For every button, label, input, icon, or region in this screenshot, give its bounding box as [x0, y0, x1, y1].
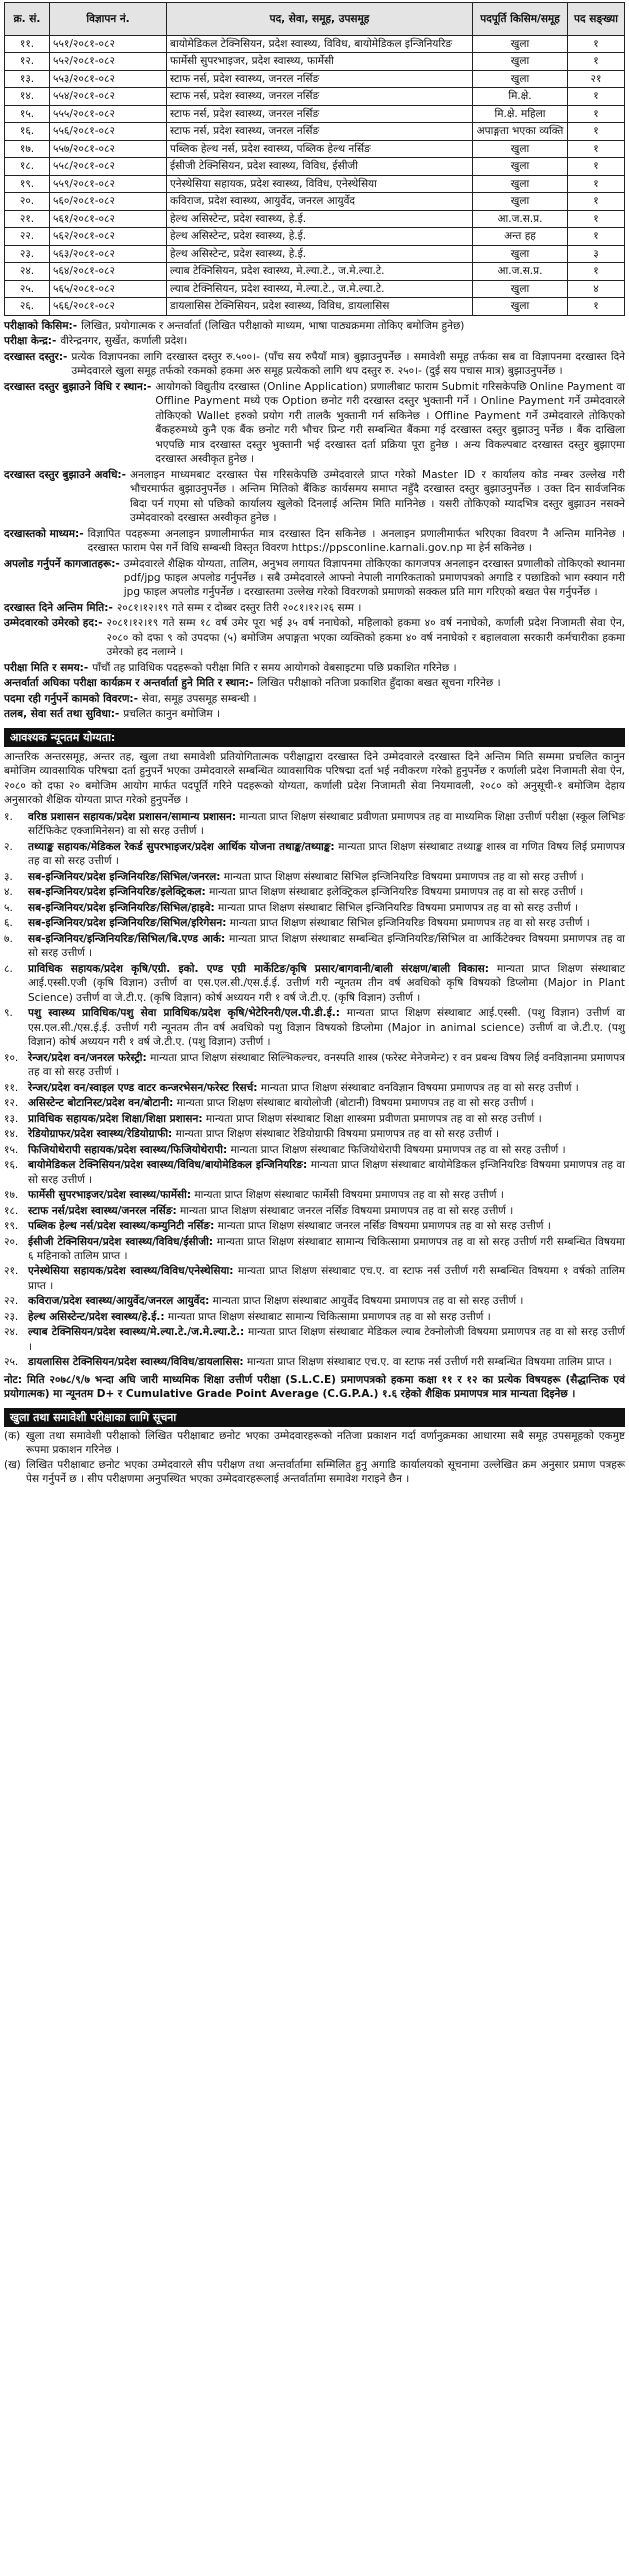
note-item	[4, 1458, 625, 1487]
cell-type: खुला	[473, 193, 568, 210]
qualification-title: रेडियोग्राफर/प्रदेश स्वास्थ्य/रेडियोग्राफी:	[28, 1128, 173, 1141]
qualification-item	[4, 1219, 625, 1233]
col-count: पद सङ्ख्या	[568, 3, 625, 36]
qualification-number: १७.	[4, 1189, 19, 1202]
qualification-text: मान्यता प्राप्त शिक्षण संस्थाबाट सामान्य चिकित्सामा प्रमाणपत्र तह वा सो सरह उत्तीर्ण गरी सम्बन्धित विषयमा ६ महिनाको तालिम प्राप्त ।	[28, 1235, 625, 1262]
cell-type: खुला	[473, 140, 568, 157]
info-label: दरखास्त दस्तुर:-	[4, 350, 68, 363]
table-row	[5, 105, 625, 122]
qualification-number: २०.	[4, 1235, 19, 1248]
cell-ad-no: ५५७/२०८१-०८२	[50, 140, 167, 157]
cell-sn: १८.	[5, 158, 50, 175]
qualification-number: २१.	[4, 1265, 19, 1278]
qualification-item	[4, 1294, 625, 1308]
qualification-number: ११.	[4, 1081, 19, 1094]
info-row	[4, 707, 625, 721]
qualification-number: १२.	[4, 1097, 19, 1110]
cell-type: खुला	[473, 36, 568, 53]
info-row	[4, 527, 625, 556]
qualification-body	[28, 840, 625, 869]
qualification-number: ७.	[4, 932, 13, 945]
table-row	[5, 263, 625, 280]
qualification-item	[4, 962, 625, 1005]
cell-count: १	[568, 53, 625, 70]
cell-count: १	[568, 105, 625, 122]
cell-post: स्टाफ नर्स, प्रदेश स्वास्थ्य, जनरल नर्सिङ	[167, 70, 473, 87]
info-text: लिखित, प्रयोगात्मक र अन्तर्वार्ता (लिखित परीक्षाको माध्यम, भाषा पाठ्यक्रममा तोकिए बमोजिम हुनेछ)	[81, 319, 465, 332]
qualification-title: तथ्याङ्क सहायक/मेडिकल रेकर्ड सुपरभाइजर/प्रदेश आर्थिक योजना तथाङ्क/तथ्याङ्क:	[28, 840, 335, 853]
notes-section-title: खुला तथा समावेशी परीक्षाका लागि सूचना	[4, 1408, 625, 1427]
info-row	[4, 319, 625, 333]
cell-post: हेल्थ असिस्टेन्ट, प्रदेश स्वास्थ्य, हे.ई.	[167, 228, 473, 245]
col-type: पदपूर्ति किसिम/समूह	[473, 3, 568, 36]
qualification-item	[4, 1188, 625, 1202]
cell-ad-no: ५५१/२०८१-०८२	[50, 36, 167, 53]
qualification-body	[28, 1310, 625, 1324]
cell-type: आ.ज.स.प्र.	[473, 210, 568, 227]
cell-type: मि.क्षे.	[473, 88, 568, 105]
qualification-text: मान्यता प्राप्त शिक्षण संस्थाबाट मेडिकल ल्याब टेक्नोलोजी विषयमा प्रमाणपत्र तह वा सो सरह उत्तीर्ण ।	[28, 1326, 625, 1353]
cell-post: हेल्थ असिस्टेन्ट, प्रदेश स्वास्थ्य, हे.ई.	[167, 210, 473, 227]
cell-count: १	[568, 228, 625, 245]
qualification-body	[28, 1235, 625, 1264]
qualification-body	[28, 901, 625, 915]
qualification-body	[28, 932, 625, 961]
info-label: दरखास्त दस्तुर बुझाउने अवधि:-	[4, 468, 126, 481]
info-row	[4, 350, 625, 379]
table-row	[5, 193, 625, 210]
qualification-item	[4, 1112, 625, 1126]
info-row	[4, 380, 625, 467]
qualification-number: २४.	[4, 1326, 19, 1339]
qualification-body	[28, 870, 625, 884]
qualification-item	[4, 1355, 625, 1369]
qualification-title: असिस्टेन्ट बोटानिस्ट/प्रदेश वन/बोटानी:	[28, 1097, 174, 1110]
info-text: सेवा, समूह उपसमूह सम्बन्धी ।	[141, 692, 257, 705]
cell-ad-no: ५५५/२०८१-०८२	[50, 105, 167, 122]
qualification-text: मान्यता प्राप्त शिक्षण संस्थाबाट सिल्भिकल्चर, वनस्पति शास्त्र (फरेस्ट मेनेजमेन्ट) र वन प्रबन्ध विषय लिई वनविज्ञानमा प्रमाणपत्र तह वा सो सरह उत्तीर्ण ।	[28, 1051, 626, 1079]
note-text: लिखित परीक्षाबाट छनोट भएका उम्मेदवारले सीप परीक्षण तथा अन्तर्वार्तामा सम्मिलित हुनु अगाडि कार्यालयको सूचनामा उल्लेखित क्रम अनुसार प्रमाण पत्रहरू पेस गर्नुपर्ने छ । सीप परीक्षणमा अनुपस्थित भएका उम्मेदवारहरूलाई अन्तर्वार्तामा समावेश गराइने छैन ।	[26, 1458, 625, 1486]
cell-type: खुला	[473, 175, 568, 192]
qualification-title: प्राविधिक सहायक/प्रदेश कृषि/एग्री. इको. एण्ड एग्री मार्केटिङ/कृषि प्रसार/बागवानी/बाली संरक्षण/बाली विकास:	[28, 962, 489, 975]
cell-post: ल्याब टेक्निसियन, प्रदेश स्वास्थ्य, मे.ल्या.टे., ज.मे.ल्या.टे.	[167, 263, 473, 280]
info-text: वीरेन्द्रनगर, सुर्खेत, कर्णाली प्रदेश।	[60, 335, 188, 348]
qualification-body	[28, 885, 625, 899]
cell-sn: ११.	[5, 36, 50, 53]
qualification-body	[28, 1204, 625, 1218]
cell-ad-no: ५६५/२०८१-०८२	[50, 280, 167, 297]
info-row	[4, 676, 625, 690]
cell-ad-no: ५५९/२०८१-०८२	[50, 175, 167, 192]
info-row	[4, 468, 625, 526]
qualification-title: सब-इन्जिनियर/इन्जिनियरिङ/सिभिल/बि.एण्ड आर्क:	[28, 932, 226, 945]
cell-post: ल्याब टेक्निसियन, प्रदेश स्वास्थ्य, मे.ल्या.टे., ज.मे.ल्या.टे.	[167, 280, 473, 297]
qualification-number: ८.	[4, 962, 13, 975]
qualification-title: सब-इन्जिनियर/प्रदेश इन्जिनियरिङ/सिभिल/जनरल:	[28, 870, 221, 883]
cell-type: अपाङ्गता भएका व्यक्ति	[473, 123, 568, 140]
cell-count: ३	[568, 245, 625, 262]
table-row	[5, 298, 625, 315]
table-row	[5, 140, 625, 157]
table-row	[5, 53, 625, 70]
info-row	[4, 334, 625, 348]
qualification-item	[4, 916, 625, 930]
cell-type: खुला	[473, 298, 568, 315]
cell-sn: २४.	[5, 263, 50, 280]
cell-count: १	[568, 175, 625, 192]
qualification-title: ल्याब टेक्निसियन/प्रदेश स्वास्थ्य/मे.ल्या.टे./ज.मे.ल्या.टे.:	[28, 1326, 245, 1339]
cell-count: १	[568, 123, 625, 140]
qualification-text: मान्यता प्राप्त शिक्षण संस्थाबाट एच.ए. वा स्टाफ नर्स उत्तीर्ण गरी सम्बन्धित विषयमा १ वर्षको तालिम प्राप्त ।	[28, 1265, 625, 1292]
qualification-item	[4, 1127, 625, 1141]
table-row	[5, 210, 625, 227]
table-row	[5, 88, 625, 105]
cell-type: खुला	[473, 53, 568, 70]
qualification-text: मान्यता प्राप्त शिक्षण संस्थाबाट बायोलोजी (बोटानी) विषयमा प्रमाणपत्र तह वा सो सरह उत्तीर्ण ।	[176, 1097, 534, 1110]
cell-post: स्टाफ नर्स, प्रदेश स्वास्थ्य, जनरल नर्सिङ	[167, 123, 473, 140]
qualification-item	[4, 1081, 625, 1095]
cell-type: आ.ज.स.प्र.	[473, 263, 568, 280]
qualification-body	[28, 1264, 625, 1293]
qualification-body	[28, 1355, 625, 1369]
cell-count: १	[568, 36, 625, 53]
qualification-title: सब-इन्जिनियर/प्रदेश इन्जिनियरिङ/इलेक्ट्रिकल:	[28, 886, 206, 899]
qualification-title: फार्मेसी सुपरभाइजर/प्रदेश स्वास्थ्य/फार्मेसी:	[28, 1189, 192, 1202]
qualification-body	[28, 1096, 625, 1110]
info-label: दरखास्तको माध्यम:-	[4, 527, 84, 540]
qualification-title: बायोमेडिकल टेक्निसियन/प्रदेश स्वास्थ्य/विविध/बायोमेडिकल इन्जिनियरिङ:	[28, 1159, 308, 1172]
qualification-number: १८.	[4, 1204, 19, 1217]
info-text: उम्मेदवारले शैक्षिक योग्यता, तालिम, अनुभव लगायत विज्ञापनमा तोकिएका कागजपत्र अनलाइन दरखास्त प्रणालीको तोकिएको स्थानमा pdf/jpg फाइल अपलोड गर्नुपर्नेछ । सबै उम्मेदवारले आफ्नो नेपाली नागरिकताको प्रमाणपत्रको अगाडि र पछाडिको भाग स्क्यान गरी jpg फाइल अपलोड गर्नुपर्नेछ । दरखास्तमा उल्लेख गरेको विवरणको प्रमाणको सक्कल प्रति माग गरिएको बखत पेस गर्नुपर्नेछ ।	[123, 557, 625, 599]
qualification-text: मान्यता प्राप्त शिक्षण संस्थाबाट सिभिल इन्जिनियरिङ विषयमा प्रमाणपत्र तह वा सो सरह उत्तीर्ण ।	[229, 917, 590, 930]
cell-count: ४	[568, 280, 625, 297]
cell-ad-no: ५६१/२०८१-०८२	[50, 210, 167, 227]
info-label: दरखास्त दिने अन्तिम मिति:-	[4, 601, 113, 614]
qualification-title: वरिष्ठ प्रशासन सहायक/प्रदेश प्रशासन/सामान्य प्रशासन:	[28, 810, 237, 823]
table-row	[5, 175, 625, 192]
qualification-title: एनेस्थेसिया सहायक/प्रदेश स्वास्थ्य/विविध/एनेस्थेसिया:	[28, 1265, 234, 1278]
col-ad-no: विज्ञापन नं.	[50, 3, 167, 36]
note-item	[4, 1429, 625, 1458]
cell-count: २१	[568, 70, 625, 87]
notes-list	[4, 1429, 625, 1487]
info-label: अन्तर्वार्ता अघिका परीक्षा कार्यक्रम र अन्तर्वार्ता हुने मिति र स्थान:-	[4, 677, 254, 690]
cell-type: मि.क्षे. महिला	[473, 105, 568, 122]
info-label: परीक्षाको किसिम:-	[4, 319, 78, 332]
qualification-number: ६.	[4, 917, 13, 930]
info-text: २०८१।१२।१९ गते सम्म १८ वर्ष उमेर पूरा भई ३५ वर्ष ननाघेको, महिलाको हकमा ४० वर्ष ननाघेको, कर्णाली प्रदेश निजामती सेवा ऐन, २०८० को दफा ९ को उपदफा (५) बमोजिम अपाङ्गता भएका व्यक्तिको हकमा ४० वर्ष ननाघेको र बहालवाला सरकारी कर्मचारीका हकमा उमेरको हद नलाग्ने ।	[106, 617, 625, 659]
qualification-body	[28, 1112, 625, 1126]
cell-type: खुला	[473, 70, 568, 87]
cell-sn: १७.	[5, 140, 50, 157]
qualification-number: २.	[4, 840, 13, 853]
cell-count: १	[568, 263, 625, 280]
cell-count: १	[568, 158, 625, 175]
qualification-number: ३.	[4, 870, 13, 883]
cell-post: बायोमेडिकल टेक्निसियन, प्रदेश स्वास्थ्य, विविध, बायोमेडिकल इन्जिनियरिङ	[167, 36, 473, 53]
qualification-note: नोट: मिति २०७८/९/७ भन्दा अघि जारी माध्यमिक शिक्षा उत्तीर्ण परीक्षा (S.L.C.E) प्रमाणपत्रको हकमा कक्षा ११ र १२ का प्रत्येक विषयहरू (सैद्धान्तिक एवं प्रयोगात्मक) मा न्यूनतम D+ र Cumulative Grade Point Average (C.G.P.A.) १.६ रहेको शैक्षिक प्रमाणपत्र मात्र मान्यता दिइनेछ ।	[4, 1373, 625, 1401]
cell-type: खुला	[473, 245, 568, 262]
qualification-item	[4, 1310, 625, 1324]
info-text: पाँचौं तह प्राविधिक पदहरूको परीक्षा मिति र समय आयोगको वेबसाइटमा पछि प्रकाशित गरिनेछ ।	[92, 661, 457, 674]
qualification-number: ४.	[4, 886, 13, 899]
qualification-text: मान्यता प्राप्त शिक्षण संस्थाबाट वनविज्ञान विषयमा प्रमाणपत्र तह वा सो सरह उत्तीर्ण ।	[260, 1081, 579, 1094]
info-label: परीक्षा मिति र समय:-	[4, 661, 89, 674]
qualification-body	[28, 1006, 625, 1049]
cell-count: १	[568, 140, 625, 157]
cell-type: खुला	[473, 158, 568, 175]
qualification-body	[28, 1325, 625, 1354]
qualification-body	[28, 810, 625, 839]
table-row	[5, 158, 625, 175]
qualification-item	[4, 840, 625, 869]
qualification-title: कविराज/प्रदेश स्वास्थ्य/आयुर्वेद/जनरल आयुर्वेद:	[28, 1295, 210, 1308]
vacancy-table-header	[5, 3, 625, 36]
cell-count: १	[568, 298, 625, 315]
info-text: आयोगको विद्युतीय दरखास्त (Online Application) प्रणालीबाट फाराम Submit गरिसकेपछि Online Payment वा Offline Payment मध्ये एक Option छनोट गरी दरखास्त दस्तुर भुक्तानी गर्ने । Online Payment गर्ने उम्मेदवारले तोकिएको Wallet हरुको प्रयोग गरी तालकै भुक्तानी गर्न सकिनेछ । Offline Payment गर्ने उम्मेदवारले तोकिएको बैंकहरुमध्ये कुनै एक बैंक छनोट गरी भौचर प्रिन्ट गरी सम्बन्धित बैंकमा गई दरखास्त दस्तुर बुझाउनु पर्नेछ । बैंक दाखिला भएपछि मात्र दरखास्त दस्तुर भुक्तानी भई दरखास्त दर्ता प्रक्रिया पूरा हुनेछ । अन्य विकल्पबाट दरखास्त दस्तुर बुझाएमा दरखास्त अस्वीकृत हुनेछ ।	[155, 380, 625, 466]
qualification-number: १३.	[4, 1112, 19, 1125]
qualification-text: मान्यता प्राप्त शिक्षण संस्थाबाट फिजियोथेरापी विषयमा प्रमाणपत्र तह वा सो सरह उत्तीर्ण ।	[230, 1143, 566, 1156]
info-text: अनलाइन माध्यमबाट दरखास्त पेस गरिसकेपछि उम्मेदवारले प्राप्त गरेको Master ID र कार्यालय कोड नम्बर उल्लेख गरी भौचरमार्फत बुझाउनुपर्नेछ । अन्तिम मितिको बैंकिङ कार्यसमय समाप्त नहुँदै दरखास्त दस्तुर बुझाउनुपर्नेछ । उक्त दिन सार्वजनिक बिदा पर्न गएमा सो पछिको कार्यालय खुलेको दिनलाई अन्तिम मिति मानिनेछ । यसरी तोकिएको म्यादभित्र दस्तुर बुझाउन नसक्ने उम्मेदवारको दरखास्त अस्वीकृत हुनेछ ।	[129, 468, 625, 525]
qualification-number: १९.	[4, 1220, 19, 1233]
cell-ad-no: ५६६/२०८१-०८२	[50, 298, 167, 315]
qualification-item	[4, 885, 625, 899]
cell-sn: १५.	[5, 105, 50, 122]
qualification-text: मान्यता प्राप्त शिक्षण संस्थाबाट एच.ए. वा स्टाफ नर्स उत्तीर्ण गरी सम्बन्धित विषयमा तालिम प्राप्त ।	[246, 1356, 612, 1369]
qualification-item	[4, 1325, 625, 1354]
qualification-number: २३.	[4, 1310, 19, 1323]
cell-ad-no: ५५८/२०८१-०८२	[50, 158, 167, 175]
qualification-title: रेन्जर/प्रदेश वन/जनरल फरेस्ट्री:	[28, 1051, 147, 1064]
cell-sn: २२.	[5, 228, 50, 245]
cell-sn: २३.	[5, 245, 50, 262]
cell-post: कविराज, प्रदेश स्वास्थ्य, आयुर्वेद, जनरल आयुर्वेद	[167, 193, 473, 210]
advertisement-page	[4, 0, 625, 1487]
cell-ad-no: ५५६/२०८१-०८२	[50, 123, 167, 140]
qualification-text: मान्यता प्राप्त शिक्षण संस्थाबाट आयुर्वेद विषयमा प्रमाणपत्र तह वा सो सरह उत्तीर्ण ।	[212, 1295, 524, 1308]
qualification-item	[4, 1096, 625, 1110]
qualification-text: मान्यता प्राप्त शिक्षण संस्थाबाट इलेक्ट्रिकल इन्जिनियरिङ विषयमा प्रमाणपत्र तह वा सो सरह उत्तीर्ण ।	[209, 886, 584, 899]
qualification-number: ५.	[4, 901, 13, 914]
qualification-list	[4, 810, 625, 1370]
cell-sn: १२.	[5, 53, 50, 70]
qualification-item	[4, 1235, 625, 1264]
col-sn: क्र. सं.	[5, 3, 50, 36]
info-text: प्रचलित कानुन बमोजिम ।	[123, 708, 220, 721]
table-row	[5, 123, 625, 140]
exam-info	[4, 319, 625, 722]
qualification-title: डायलासिस टेक्निसियन/प्रदेश स्वास्थ्य/विविध/डायलासिस:	[28, 1356, 244, 1369]
info-label: अपलोड गर्नुपर्ने कागजातहरू:-	[4, 557, 120, 570]
cell-count: १	[568, 193, 625, 210]
qualification-title: पब्लिक हेल्थ नर्स/प्रदेश स्वास्थ्य/कम्युनिटी नर्सिङ:	[28, 1220, 215, 1233]
qualification-body	[28, 916, 625, 930]
qualification-number: १०.	[4, 1051, 19, 1064]
info-row	[4, 616, 625, 659]
qualification-text: मान्यता प्राप्त शिक्षण संस्थाबाट आई.एस्सी.एजी (कृषि विज्ञान) उत्तीर्ण वा एस.एल.सी./एस.ई.ई. उत्तीर्ण गरी न्यूनतम तीन वर्ष अवधिको कृषि विषयको डिप्लोमा (Major in Plant Science) उत्तीर्ण वा जे.टी.ए. (कृषि विज्ञान) कोर्ष अध्ययन गरी १ वर्ष जे.टी.ए. (कृषि विज्ञान) उत्तीर्ण ।	[28, 962, 625, 1004]
info-label: तलब, सेवा सर्त तथा सुविधा:-	[4, 708, 120, 721]
qualification-body	[28, 1051, 625, 1080]
info-text: २०८१।१२।१९ गते सम्म र दोब्बर दस्तुर तिरी २०८१।१२।२६ सम्म ।	[116, 601, 362, 614]
cell-sn: २५.	[5, 280, 50, 297]
cell-ad-no: ५६०/२०८१-०८२	[50, 193, 167, 210]
cell-ad-no: ५५३/२०८१-०८२	[50, 70, 167, 87]
qualification-text: मान्यता प्राप्त शिक्षण संस्थाबाट सिभिल इन्जिनियरिङ विषयमा प्रमाणपत्र तह वा सो सरह उत्तीर्ण ।	[218, 901, 579, 914]
qualification-text: मान्यता प्राप्त शिक्षण संस्थाबाट तथ्याङ्क शास्त्र वा गणित विषय लिई प्रमाणपत्र तह वा सो सरह उत्तीर्ण ।	[28, 840, 625, 868]
qualification-item	[4, 810, 625, 839]
cell-post: ईसीजी टेक्निसियन, प्रदेश स्वास्थ्य, विविध, ईसीजी	[167, 158, 473, 175]
qualification-text: मान्यता प्राप्त शिक्षण संस्थाबाट जनरल नर्सिङ विषयमा प्रमाणपत्र तह वा सो सरह उत्तीर्ण ।	[180, 1204, 514, 1217]
qualification-text: मान्यता प्राप्त शिक्षण संस्थाबाट रेडियोग्राफी विषयमा प्रमाणपत्र तह वा सो सरह उत्तीर्ण ।	[175, 1128, 499, 1141]
qualification-number: २२.	[4, 1295, 19, 1308]
info-text: लिखित परीक्षाको नतिजा प्रकाशित हुँदाका बखत सूचना गरिनेछ ।	[257, 677, 501, 690]
qualification-number: १४.	[4, 1128, 19, 1141]
cell-ad-no: ५६४/२०८१-०८२	[50, 263, 167, 280]
qualification-title: फिजियोथेरापी सहायक/प्रदेश स्वास्थ्य/फिजियोथेरापी:	[28, 1143, 228, 1156]
cell-post: स्टाफ नर्स, प्रदेश स्वास्थ्य, जनरल नर्सिङ	[167, 88, 473, 105]
cell-ad-no: ५५४/२०८१-०८२	[50, 88, 167, 105]
qualification-number: १५.	[4, 1143, 19, 1156]
qualification-text: मान्यता प्राप्त शिक्षण संस्थाबाट सामान्य चिकित्सामा प्रमाणपत्र तह वा सो सरह उत्तीर्ण ।	[167, 1310, 491, 1323]
qualification-text: मान्यता प्राप्त शिक्षण संस्थाबाट शिक्षा शास्त्रमा प्रवीणता प्रमाणपत्र तह वा सो सरह उत्तीर्ण ।	[205, 1112, 542, 1125]
cell-post: हेल्थ असिस्टेन्ट, प्रदेश स्वास्थ्य, हे.ई.	[167, 245, 473, 262]
cell-post: स्टाफ नर्स, प्रदेश स्वास्थ्य, जनरल नर्सिङ	[167, 105, 473, 122]
cell-sn: १९.	[5, 175, 50, 192]
cell-count: १	[568, 88, 625, 105]
qualification-body	[28, 962, 625, 1005]
table-row	[5, 280, 625, 297]
qualification-item	[4, 932, 625, 961]
qualification-text: मान्यता प्राप्त शिक्षण संस्थाबाट बायोमेडिकल इन्जिनियरिङ विषयमा प्रमाणपत्र तह वा सो सरह उत्तीर्ण ।	[28, 1159, 625, 1186]
qualification-body	[28, 1081, 625, 1095]
qualification-title: हेल्थ असिस्टेन्ट/प्रदेश स्वास्थ्य/हे.ई.:	[28, 1310, 165, 1323]
cell-post: डायलासिस टेक्निसियन, प्रदेश स्वास्थ्य, विविध, डायलासिस	[167, 298, 473, 315]
qualification-section-title: आवश्यक न्यूनतम योग्यता:	[4, 728, 625, 747]
qualification-text: मान्यता प्राप्त शिक्षण संस्थाबाट सम्बन्धित इन्जिनियरिङ/सिभिल वा आर्किटेक्चर विषयमा प्रमाणपत्र तह वा सो सरह उत्तीर्ण ।	[28, 932, 625, 960]
qualification-text: मान्यता प्राप्त शिक्षण संस्थाबाट सिभिल इन्जिनियरिङ विषयमा प्रमाणपत्र तह वा सो सरह उत्तीर्ण ।	[223, 870, 584, 883]
qualification-item	[4, 901, 625, 915]
table-row	[5, 245, 625, 262]
qualification-intro: आन्तरिक अन्तरसमूह, अन्तर तह, खुला तथा समावेशी प्रतियोगितात्मक परीक्षाद्वारा दरखास्त दिने उम्मेदवारले दरखास्त दिने अन्तिम मिति सम्ममा प्रचलित कानुन बमोजिम व्यावसायिक परिषद्मा दर्ता हुनुपर्ने भएका उम्मेदवारले सम्बन्धित व्यावसायिक परिषद्मा दर्ता भई नवीकरण गरेको हुनुपर्नेछ र कर्णाली प्रदेश निजामती सेवा ऐन, २०८० को दफा २० बमोजिम आयोग मार्फत पदपूर्ति गरिने पदहरूको योग्यता, कर्णाली प्रदेश निजामती सेवा नियमावली, २०८० को अनुसूची-१ बमोजिम देहाय अनुसारको शैक्षिक योग्यता प्राप्त गरेको हुनुपर्नेछ ।	[4, 751, 625, 807]
qualification-item	[4, 1006, 625, 1049]
qualification-number: ९.	[4, 1007, 13, 1020]
qualification-number: १६.	[4, 1159, 19, 1172]
qualification-number: २५.	[4, 1356, 19, 1369]
cell-ad-no: ५५२/२०८१-०८२	[50, 53, 167, 70]
qualification-title: सब-इन्जिनियर/प्रदेश इन्जिनियरिङ/सिभिल/हाइवे:	[28, 901, 215, 914]
table-row	[5, 36, 625, 53]
cell-type: खुला	[473, 280, 568, 297]
vacancy-table	[4, 2, 625, 316]
qualification-body	[28, 1158, 625, 1187]
info-label: परीक्षा केन्द्र:-	[4, 335, 57, 348]
qualification-item	[4, 1158, 625, 1187]
qualification-body	[28, 1219, 625, 1233]
qualification-title: पशु स्वास्थ्य प्राविधिक/पशु सेवा प्राविधिक/प्रदेश कृषि/भेटेरिनरी/एल.पी.डी.ई.:	[28, 1007, 340, 1020]
cell-type: अन्त हह	[473, 228, 568, 245]
info-label: दरखास्त दस्तुर बुझाउने विधि र स्थान:-	[4, 380, 152, 393]
cell-ad-no: ५६३/२०८१-०८२	[50, 245, 167, 262]
cell-sn: १३.	[5, 70, 50, 87]
info-row	[4, 557, 625, 600]
qualification-title: प्राविधिक सहायक/प्रदेश शिक्षा/शिक्षा प्रशासन:	[28, 1112, 203, 1125]
qualification-title: सब-इन्जिनियर/प्रदेश इन्जिनियरिङ/सिभिल/इरिगेसन:	[28, 917, 227, 930]
note-marker: (क)	[4, 1430, 21, 1442]
cell-ad-no: ५६२/२०८१-०८२	[50, 228, 167, 245]
cell-sn: २१.	[5, 210, 50, 227]
qualification-text: मान्यता प्राप्त शिक्षण संस्थाबाट प्रवीणता प्रमाणपत्र तह वा माध्यमिक शिक्षा उत्तीर्ण परीक्षा (स्कूल लिभिङ सर्टिफिकेट एक्जामिनेसन) वा सो सरह उत्तीर्ण ।	[28, 810, 625, 838]
cell-sn: २६.	[5, 298, 50, 315]
info-row	[4, 601, 625, 615]
cell-sn: १४.	[5, 88, 50, 105]
qualification-text: मान्यता प्राप्त शिक्षण संस्थाबाट जनरल नर्सिङ विषयमा प्रमाणपत्र तह वा सो सरह उत्तीर्ण ।	[217, 1220, 551, 1233]
qualification-item	[4, 870, 625, 884]
info-label: पदमा रही गर्नुपर्ने कामको विवरण:-	[4, 692, 138, 705]
cell-count: १	[568, 210, 625, 227]
cell-post: फार्मेसी सुपरभाइजर, प्रदेश स्वास्थ्य, फार्मेसी	[167, 53, 473, 70]
note-text: खुला तथा समावेशी परीक्षाको लिखित परीक्षाबाट छनोट भएका उम्मेदवारहरूको नतिजा प्रकाशन गर्दा वर्णानुक्रमका आधारमा सबै समूह उपसमूहको एकमुष्ट रूपमा प्रकाशन गरिनेछ ।	[26, 1430, 625, 1457]
info-row	[4, 661, 625, 675]
col-post: पद, सेवा, समूह, उपसमूह	[167, 3, 473, 36]
info-text: प्रत्येक विज्ञापनका लागि दरखास्त दस्तुर रु.५००।- (पाँच सय रुपैयाँ मात्र) बुझाउनुपर्नेछ । समावेशी समूह तर्फका सब वा विज्ञापनमा दरखास्त दिने उम्मेदवारले खुला समूह तर्फको रकमको हकमा अरु समूह प्रत्येकको लागि थप दस्तुर रु. २५०।- (दुई सय पचास मात्र) बुझाउनुपर्नेछ ।	[71, 350, 625, 378]
cell-post: एनेस्थेसिया सहायक, प्रदेश स्वास्थ्य, विविध, एनेस्थेसिया	[167, 175, 473, 192]
qualification-title: रेन्जर/प्रदेश वन/स्वाइल एण्ड वाटर कन्जरभेसन/फरेस्ट रिसर्च:	[28, 1081, 258, 1094]
table-row	[5, 228, 625, 245]
table-row	[5, 70, 625, 87]
qualification-item	[4, 1264, 625, 1293]
qualification-title: ईसीजी टेक्निसियन/प्रदेश स्वास्थ्य/विविध/ईसीजी:	[28, 1235, 214, 1248]
info-row	[4, 692, 625, 706]
qualification-text: मान्यता प्राप्त शिक्षण संस्थाबाट फार्मेसी विषयमा प्रमाणपत्र तह वा सो सरह उत्तीर्ण ।	[194, 1189, 504, 1202]
qualification-item	[4, 1051, 625, 1080]
cell-sn: २०.	[5, 193, 50, 210]
qualification-number: १.	[4, 810, 13, 823]
qualification-title: स्टाफ नर्स/प्रदेश स्वास्थ्य/जनरल नर्सिङ:	[28, 1204, 177, 1217]
note-marker: (ख)	[4, 1458, 21, 1471]
info-text: विज्ञापित पदहरूमा अनलाइन प्रणालीमार्फत मात्र दरखास्त दिन सकिनेछ । अनलाइन प्रणालीमार्फत भरिएका विवरण नै अन्तिम मानिनेछ । दरखास्त फाराम पेस गर्ने विधि सम्बन्धी विस्तृत विवरण https://ppsconline.karnali.gov.np मा हेर्न सकिनेछ ।	[87, 527, 625, 555]
cell-sn: १६.	[5, 123, 50, 140]
qualification-body	[28, 1294, 625, 1308]
qualification-body	[28, 1143, 625, 1157]
info-label: उम्मेदवारको उमेरको हद:-	[4, 617, 103, 630]
qualification-item	[4, 1143, 625, 1157]
cell-post: पब्लिक हेल्थ नर्स, प्रदेश स्वास्थ्य, पब्लिक हेल्थ नर्सिङ	[167, 140, 473, 157]
qualification-text: मान्यता प्राप्त शिक्षण संस्थाबाट आई.एस्सी. (पशु विज्ञान) उत्तीर्ण वा एस.एल.सी./एस.ई.ई. उत्तीर्ण गरी न्यूनतम तीन वर्ष अवधिको पशु विज्ञान विषयको डिप्लोमा (Major in animal science) उत्तीर्ण वा जे.टी.ए. (पशु विज्ञान) कोर्ष अध्ययन गरी १ वर्ष जे.टी.ए. (पशु विज्ञान) उत्तीर्ण ।	[28, 1007, 626, 1049]
qualification-item	[4, 1204, 625, 1218]
qualification-body	[28, 1188, 625, 1202]
qualification-body	[28, 1127, 625, 1141]
